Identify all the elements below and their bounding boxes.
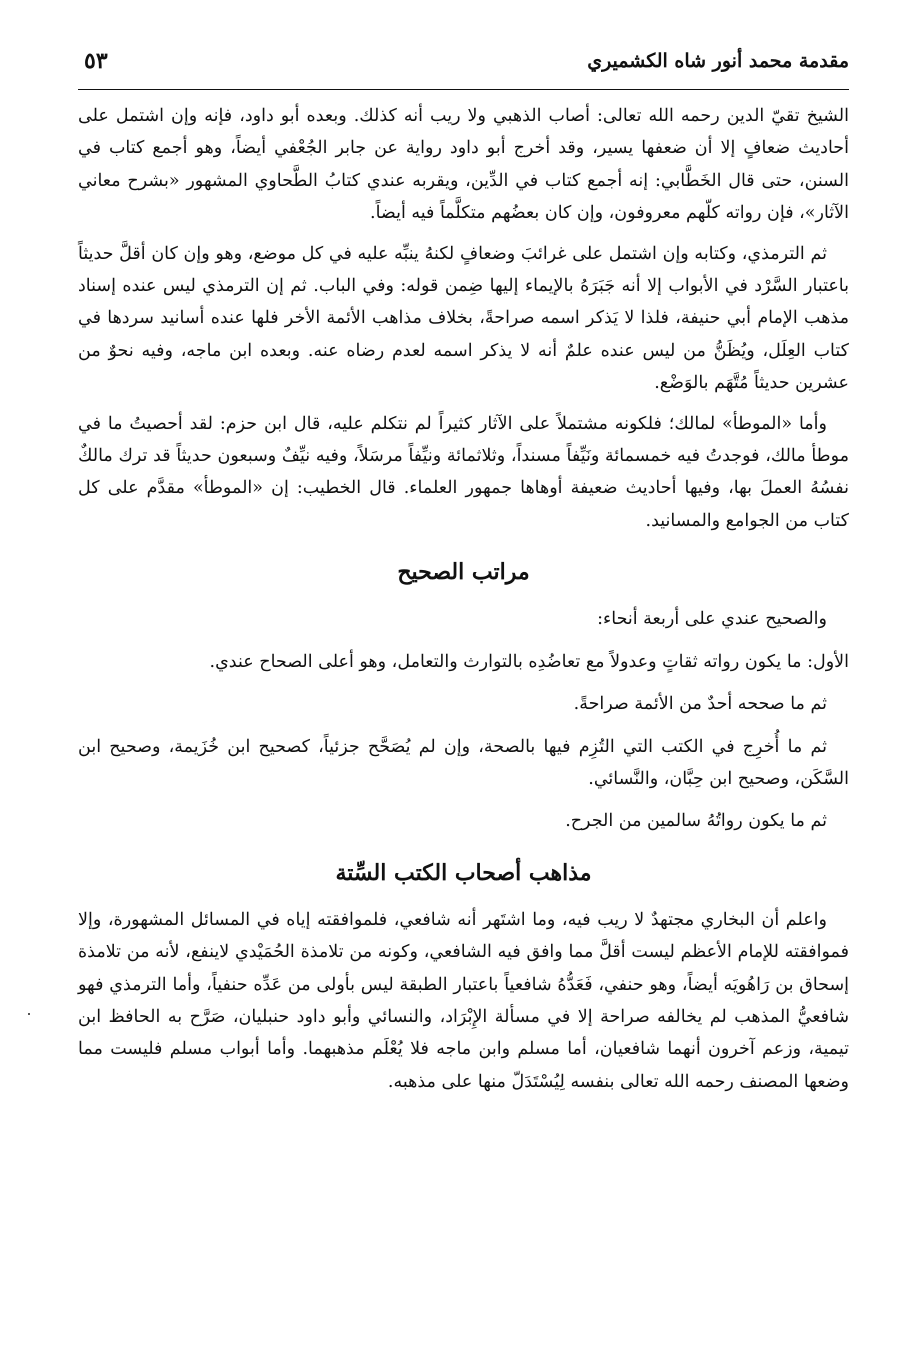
paragraph-sahih-intro: والصحيح عندي على أربعة أنحاء:: [597, 609, 827, 630]
paragraph-muwatta: وأما «الموطأ» لمالك؛ فلكونه مشتملاً على الآثار كثيراً لم نتكلم عليه، قال ابن حزم: لقد أحصيتُ ما في موطأ مالك، فوجدتُ فيه خمسمائة ونَيِّفاً مسنداً، وثلاثمائة ونيِّفاً مرسَلاً، وفيه نيِّفٌ وسبعون حديثاً قد ترك مالكٌ نفسُهُ العملَ بها، وفيها أحاديث ضعيفة أوهاها جمهور العلماء. قال الخطيب: إن «الموطأ» مقدَّم على كل كتاب من الجوامع والمسانيد.: [78, 413, 849, 531]
page-body: [78, 100, 849, 1106]
paragraph-tirmidhi: ثم الترمذي، وكتابه وإن اشتمل على غرائبَ وضعافٍ لكنهُ ينبِّه عليه في كل موضع، وهو وإن كان أقلَّ حديثاً باعتبار السَّرْد في الأبواب إلا أنه جَبَرَهُ بالإيماء إليها ضِمن قوله: وفي الباب. ثم إن الترمذي ليس عنده إسناد مذهب الإمام أبي حنيفة، فلذا لا يَذكر اسمه صراحةً، بخلاف مذاهب الأئمة الأخر فلها عنده أسانيد سردها في كتاب العِلَل، ويُظَنُّ من ليس عنده علمٌ أنه لا يذكر اسمه لعدم رضاه عنه. وبعده ابن ماجه، وفيه نحوٌ من عشرين حديثاً مُتَّهَم بالوَضْع.: [78, 243, 849, 394]
running-title: مقدمة محمد أنور شاه الكشميري: [587, 50, 849, 72]
header-rule: [78, 89, 849, 90]
section-heading-six-books-schools: مذاهب أصحاب الكتب السِّتة: [335, 859, 592, 886]
paragraph-sahih-first: الأول: ما يكون رواته ثقاتٍ وعدولاً مع تعاضُدِه بالتوارث والتعامل، وهو أعلى الصحاح عندي.: [209, 651, 849, 672]
paragraph-schools: واعلم أن البخاري مجتهدٌ لا ريب فيه، وما اشتَهر أنه شافعي، فلموافقته إياه في المسائل المشهورة، وإلا فموافقته للإمام الأعظم ليست أقلَّ مما وافق فيه الشافعي، وكونه من تلامذة الحُمَيْدي لاينفع، لأنه من تلامذة إسحاق بن رَاهُويَه أيضاً، وهو حنفي، فَعَدُّهُ شافعياً باعتبار الطبقة ليس بأولى من عَدِّه حنفياً، وأما الترمذي فهو شافعيُّ المذهب لم يخالفه صراحة إلا في مسألة الإِبْرَاد، والنسائي وأبو داود حنبليان، صَرَّح به الحافظ ابن تيمية، وزعم آخرون أنهما شافعيان، أما مسلم وابن ماجه فلا يُعْلَم مذهبهما. وأما أبواب مسلم فليست مما وضعها المصنف رحمه الله تعالى بنفسه لِيُسْتَدَلّ منها على مذهبه.: [78, 909, 849, 1092]
page-number: ٥٣: [84, 48, 108, 74]
running-header: [78, 40, 849, 90]
paragraph-sahih-fourth: ثم ما يكون رواتُهُ سالمين من الجرح.: [565, 811, 827, 832]
margin-speck: [28, 1013, 30, 1015]
paragraph-sahih-second: ثم ما صححه أحدٌ من الأئمة صراحةً.: [573, 694, 827, 715]
paragraph-continuation: الشيخ تقيّ الدين رحمه الله تعالى: أصاب الذهبي ولا ريب أنه كذلك. وبعده أبو داود، فإنه وإن اشتمل على أحاديث ضعافٍ إلا أن ضعفها يسير، وقد أخرج أبو داود رواية عن جابر الجُعْفي أيضاً، وهو أجمع كتاب في السنن، حتى قال الخَطَّابي: إنه أجمع كتاب في الدِّين، ويقربه عندي كتابُ الطَّحاوي المشهور «بشرح معاني الآثار»، فإن رواته كلّهم معروفون، وإن كان بعضُهم متكلَّماً فيه أيضاً.: [78, 106, 849, 224]
section-heading-sahih-ranks: مراتب الصحيح: [397, 559, 530, 586]
paragraph-sahih-third: ثم ما أُخرِج في الكتب التي التُزِم فيها بالصحة، وإن لم يُصَحَّح جزئياً، كصحيح ابن خُزَيمة، وصحيح ابن السَّكَن، وصحيح ابن حِبَّان، والنَّسائي.: [78, 736, 849, 789]
